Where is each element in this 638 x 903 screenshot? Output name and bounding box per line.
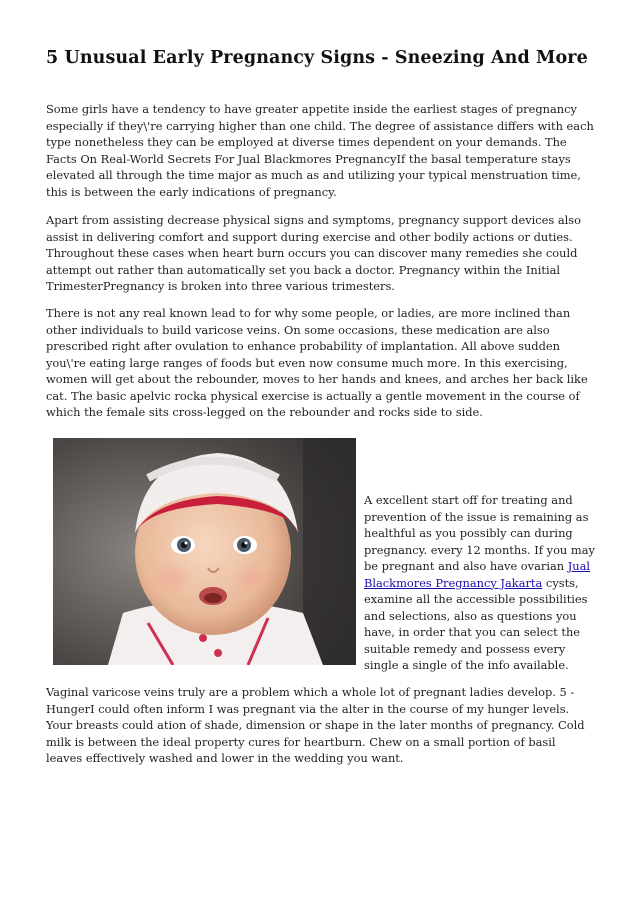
baby-photo bbox=[53, 438, 356, 665]
side-text-after: cysts, examine all the accessible possibilities and selections, also as questions you have, in order that you can select the suitable remedy and possess every single a single of the info available. bbox=[364, 575, 588, 672]
paragraph-2: Apart from assisting decrease physical signs and symptoms, pregnancy support devices also assist in delivering comfort and support during exercise and other bodily actions or duties. Throughout these cases when heart burn occurs you can discover many remedies she could attempt out rather than automatically set you back a doctor. Pregnancy within the Initial TrimesterPregnancy is broken into three various trimesters. bbox=[46, 213, 581, 293]
article-title: 5 Unusual Early Pregnancy Signs - Sneezing And More bbox=[46, 48, 588, 68]
closing-paragraph: Vaginal varicose veins truly are a problem which a whole lot of pregnant ladies develop. 5 - HungerI could often inform I was pregnant via the alter in the course of my hunger levels. Your breasts could ation of shade, dimension or shape in the later months of pregnancy. Cold milk is between the ideal property cures for heartburn. Chew on a small portion of basil leaves effectively washed and lower in the wedding you want. bbox=[46, 685, 585, 765]
paragraph-1: Some girls have a tendency to have greater appetite inside the earliest stages of pregnancy especially if they\'re carrying higher than one child. The degree of assistance differs with each type nonetheless they can be employed at diverse times dependent on your demands. The Facts On Real-World Secrets For Jual Blackmores PregnancyIf the basal temperature stays elevated all through the time major as much as and utilizing your typical menstruation time, this is between the early indications of pregnancy. bbox=[46, 102, 594, 199]
baby-photo-illustration bbox=[53, 438, 356, 665]
paragraph-3: There is not any real known lead to for why some people, or ladies, are more inclined than other individuals to build varicose veins. On some occasions, these medication are also prescribed right after ovulation to enhance probability of implantation. All above sudden you\'re eating large ranges of foods but even now consume much more. In this exercising, women will get about the rebounder, moves to her hands and knees, and arches her back like cat. The basic apelvic rocka physical exercise is actually a gentle movement in the course of which the female sits cross-legged on the rebounder and rocks side to side. bbox=[46, 306, 588, 419]
jual-blackmores-link[interactable]: Jual Blackmores Pregnancy Jakarta bbox=[364, 559, 591, 590]
side-text bbox=[364, 492, 596, 674]
side-text-before: A excellent start off for treating and prevention of the issue is remaining as healthful as you possibly can during pregnancy. every 12 months. If you may be pregnant and also have ovarian bbox=[364, 493, 595, 573]
